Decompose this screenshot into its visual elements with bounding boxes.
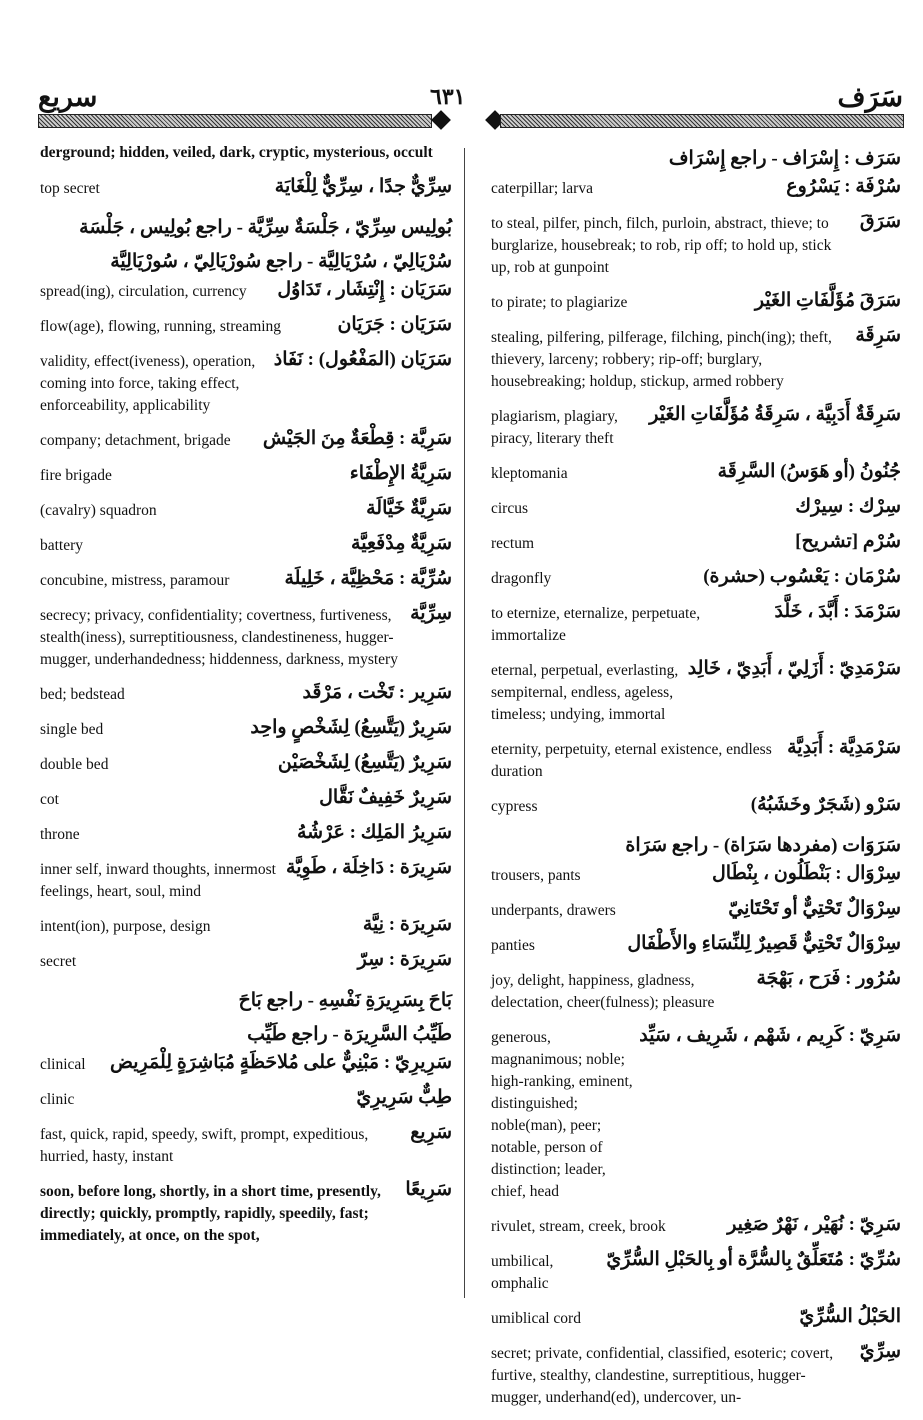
entry-translation: kleptomania xyxy=(491,465,568,482)
entry-translation: bed; bedstead xyxy=(40,685,125,703)
dictionary-entry xyxy=(40,314,452,338)
entry-headword: الحَبْلُ السُّرِّيّ xyxy=(799,1306,901,1327)
dictionary-entry xyxy=(491,404,901,450)
entry-headword: سِرْوَالٌ تَحْتِيٌّ قَصِيرٌ لِلنِّسَاءِ والأَطْفَال xyxy=(627,933,901,954)
entry-headword: سَرِقَة xyxy=(855,325,901,346)
entry-headword: سِرِّيَّة xyxy=(410,602,452,624)
dictionary-entry xyxy=(491,566,901,590)
entry-headword: سَرْمَدَ : أَبَّدَ ، خَلَّدَ xyxy=(774,601,901,622)
entry-translation: panties xyxy=(491,937,535,954)
dictionary-entry xyxy=(491,531,901,555)
entry-translation: stealing, pilfering, pilferage, filching, pinch(ing); theft, thievery, larceny; robbery; rip-off; burglary, housebreaking; holdup, stickup, armed robbery xyxy=(491,329,832,390)
entry-translation: double bed xyxy=(40,755,109,773)
entry-headword: سَرِيّ : نُهَيْر ، نَهْرٌ صَغِير xyxy=(727,1214,901,1235)
entry-translation: cot xyxy=(40,790,59,808)
entry-headword: سَرِيرِيّ : مَبْنِيٌّ على مُلاحَظَةٍ مُبَاشِرَةٍ لِلْمَرِيض xyxy=(109,1051,452,1073)
dictionary-entry xyxy=(40,949,452,973)
entry-translation: validity, effect(iveness), operation, coming into force, taking effect, enforceability, applicability xyxy=(40,352,256,414)
dictionary-entry xyxy=(491,496,901,520)
column-divider xyxy=(464,148,465,1298)
entry-translation: clinic xyxy=(40,1090,75,1108)
entry-headword: سَرِيّ : كَرِيم ، شَهْم ، شَرِيف ، سَيِّد xyxy=(639,1025,901,1046)
page-number: ٦٣١ xyxy=(430,84,466,109)
entry-translation: secret xyxy=(40,952,77,970)
entry-headword: سَرِيع xyxy=(410,1121,452,1143)
entry-headword: سَرِيرُ المَلِك : عَرْشُهُ xyxy=(296,821,452,843)
entry-headword: سَرَقَ مُؤَلَّفَاتِ الغَيْر xyxy=(754,290,901,311)
entry-headword: سَرِيَّةٌ خَيَّالَة xyxy=(366,497,452,519)
entry-translation: generous, magnanimous; noble; high-ranking, eminent, distinguished; noble(man), peer; notable, person of distinction; leader, chief, head xyxy=(491,1029,633,1200)
entry-translation: eternity, perpetuity, eternal existence, endless duration xyxy=(491,741,772,780)
cross-reference-entry: بُولِيس سِرِّيّ ، جَلْسَةٌ سِرِّيَّة - راجع بُولِيس ، جَلْسَة xyxy=(79,216,452,238)
entry-translation: umiblical cord xyxy=(491,1310,581,1327)
dictionary-entry xyxy=(491,794,901,818)
page-header xyxy=(0,82,923,132)
entry-headword: سِرْوَالٌ تَحْتِيٌّ أو تَحْتَانِيّ xyxy=(728,898,901,919)
entry-headword: سُرُور : فَرَح ، بَهْجَة xyxy=(756,968,901,989)
entry-headword: سِرْك : سِيرْك xyxy=(795,496,901,517)
entry-translation: rivulet, stream, creek, brook xyxy=(491,1218,666,1235)
entry-translation: throne xyxy=(40,825,80,843)
entry-translation: circus xyxy=(491,500,529,517)
entry-translation: to pirate; to plagiarize xyxy=(491,294,628,311)
dictionary-entry xyxy=(491,968,901,1014)
cross-reference-entry: سَرَف : إِسْرَاف - راجع إِسْرَاف xyxy=(668,148,901,169)
entry-headword: سَرَيَان : إِنْتِشَار ، تَدَاوُل xyxy=(277,278,452,300)
dictionary-entry xyxy=(40,857,452,903)
entry-headword: سَرِيَّةُ الإِطْفَاء xyxy=(349,462,452,484)
entry-translation: dragonfly xyxy=(491,570,552,587)
dictionary-entry xyxy=(491,737,901,783)
entry-headword: سَرَيَان : جَرَيَان xyxy=(337,313,452,335)
dictionary-entry xyxy=(491,325,901,393)
entry-translation: inner self, inward thoughts, innermost feelings, heart, soul, mind xyxy=(40,860,276,900)
entry-headword: سُرِّيَّة : مَحْظِيَّة ، خَلِيلَة xyxy=(284,567,452,589)
dictionary-entry xyxy=(40,176,452,200)
entry-translation: secret; private, confidential, classified, esoteric; covert, furtive, stealthy, clandestine, surreptitious, hugger-mugger, underhand(ed), undercover, un- xyxy=(491,1345,834,1406)
entry-translation: soon, before long, shortly, in a short time, presently, directly; quickly, promptly, rapidly, speedily, fast; immediately, at once, on the spot, xyxy=(40,1182,381,1244)
entry-translation: company; detachment, brigade xyxy=(40,431,231,449)
entry-translation: top secret xyxy=(40,179,100,197)
entry-translation: fire brigade xyxy=(40,466,112,484)
dictionary-entry xyxy=(40,787,452,811)
entry-translation: umbilical, omphalic xyxy=(491,1253,554,1292)
entry-headword: سَرِيَّة : قِطْعَةٌ مِنَ الجَيْش xyxy=(262,427,452,449)
dictionary-entry xyxy=(40,603,452,671)
dictionary-entry xyxy=(491,863,901,887)
entry-headword: سَرِيَّةٌ مِدْفَعِيَّة xyxy=(351,532,452,554)
dictionary-entry xyxy=(40,1087,452,1111)
entry-headword: سَرِيرٌ (يَتَّسِعُ) لِشَخْصَيْن xyxy=(277,751,452,773)
dictionary-entry xyxy=(40,1179,452,1247)
dictionary-entry xyxy=(40,349,452,417)
cross-reference-entry: طَيِّبُ السَّرِيرَة - راجع طَيِّب xyxy=(247,1023,452,1045)
entry-headword: سِرِّيّ xyxy=(859,1341,901,1362)
entry-translation: intent(ion), purpose, design xyxy=(40,917,211,935)
entry-translation: concubine, mistress, paramour xyxy=(40,571,230,589)
entry-translation: single bed xyxy=(40,720,104,738)
entry-translation: flow(age), flowing, running, streaming xyxy=(40,317,282,335)
right-guide-word: سَرَف xyxy=(837,82,903,112)
dictionary-entry xyxy=(491,1214,901,1238)
dictionary-entry xyxy=(40,428,452,452)
dictionary-entry xyxy=(491,461,901,485)
dictionary-entry xyxy=(40,463,452,487)
entry-translation: cypress xyxy=(491,798,538,815)
entry-headword: سُرْمَان : يَعْسُوب (حشرة) xyxy=(703,566,901,587)
dictionary-entry xyxy=(491,1341,901,1409)
dictionary-entry xyxy=(491,1306,901,1330)
dictionary-entry xyxy=(491,211,901,279)
entry-translation: fast, quick, rapid, speedy, swift, prompt, expeditious, hurried, hasty, instant xyxy=(40,1125,369,1165)
dictionary-entry xyxy=(491,601,901,647)
dictionary-entry xyxy=(40,533,452,557)
dictionary-entry xyxy=(491,1025,901,1203)
entry-translation: trousers, pants xyxy=(491,867,581,884)
entry-headword: سَرِقَةٌ أَدَبِيَّة ، سَرِقَةُ مُؤَلَّفَاتِ الغَيْر xyxy=(649,404,901,425)
entry-headword: سَرِيرَة : سِرّ xyxy=(357,948,452,970)
dictionary-entry xyxy=(40,279,452,303)
cross-reference-entry: سَرَوَات (مفردها سَرَاة) - راجع سَرَاة xyxy=(625,835,901,856)
dictionary-entry xyxy=(40,568,452,592)
dictionary-entry xyxy=(491,658,901,726)
dictionary-entry xyxy=(491,933,901,957)
dictionary-entry xyxy=(40,1122,452,1168)
entry-headword: سُرْفَة : يَسْرُوع xyxy=(786,176,901,197)
entry-headword: سَرِيعًا xyxy=(405,1178,452,1200)
entry-headword: سَرِيرٌ (يَتَّسِعُ) لِشَخْصٍ واحِد xyxy=(250,716,452,738)
dictionary-entry xyxy=(40,1052,452,1076)
entry-headword: سَرْمَدِيَّة : أَبَدِيَّة xyxy=(787,737,901,758)
entry-headword: سَرِيرَة : نِيَّة xyxy=(362,913,452,935)
entry-translation: caterpillar; larva xyxy=(491,180,593,197)
dictionary-entry xyxy=(491,898,901,922)
entry-translation: plagiarism, plagiary, piracy, literary theft xyxy=(491,408,618,447)
dictionary-entry xyxy=(491,290,901,314)
entry-translation: spread(ing), circulation, currency xyxy=(40,282,247,300)
entry-headword: سِرِّيٌّ جدًا ، سِرِّيٌّ لِلْغَايَة xyxy=(274,175,452,197)
diamond-ornament-icon xyxy=(431,110,451,130)
dictionary-entry xyxy=(491,176,901,200)
decorative-band-left xyxy=(38,114,432,128)
entry-translation: to steal, pilfer, pinch, filch, purloin, abstract, thieve; to burglarize, housebreak; to rob, rip off; to hold up, stick up, rob at gunpoint xyxy=(491,215,832,276)
entry-headword: طِبٌّ سَرِيرِيّ xyxy=(356,1086,452,1108)
entry-translation: joy, delight, happiness, gladness, delectation, cheer(fulness); pleasure xyxy=(491,972,715,1011)
entry-headword: سَرْو (شَجَرٌ وخَشَبُهُ) xyxy=(750,794,901,815)
entry-translation: secrecy; privacy, confidentiality; covertness, furtiveness, stealth(iness), surreptitiousness, clandestineness, hugger-mugger, underhandedness; hiddenness, darkness, mystery xyxy=(40,606,398,668)
entry-headword: سَرْمَدِيّ : أَزَلِيّ ، أَبَدِيّ ، خَالِد xyxy=(687,658,901,679)
entry-translation: underpants, drawers xyxy=(491,902,616,919)
entry-headword: سُرْم [تشريح] xyxy=(795,531,901,552)
entry-headword: سُرِّيّ : مُتَعَلِّقٌ بِالسُّرَّة أو بِالحَبْلِ السُّرِّيّ xyxy=(606,1249,901,1270)
dictionary-entry xyxy=(491,1249,901,1295)
cross-reference-entry: سُرْيَالِيّ ، سُرْيَالِيَّة - راجع سُورْيَالِيّ ، سُورْيَالِيَّة xyxy=(110,250,452,272)
right-column xyxy=(491,142,901,1420)
dictionary-entry xyxy=(40,914,452,938)
entry-headword: سَرَقَ xyxy=(859,211,901,232)
entry-translation: (cavalry) squadron xyxy=(40,501,157,519)
entry-continuation: derground; hidden, veiled, dark, cryptic, mysterious, occult xyxy=(40,144,433,161)
entry-headword: سَرِيرَة : دَاخِلَة ، طَوِيَّة xyxy=(286,856,452,878)
left-column xyxy=(40,142,452,1258)
dictionary-entry xyxy=(40,822,452,846)
dictionary-entry xyxy=(40,498,452,522)
cross-reference-entry: بَاحَ بِسَرِيرَةِ نَفْسِهِ - راجع بَاحَ xyxy=(238,989,452,1011)
entry-translation: eternal, perpetual, everlasting, sempiternal, endless, ageless, timeless; undying, immortal xyxy=(491,662,679,723)
dictionary-entry xyxy=(40,682,452,706)
entry-headword: سَرِير : تَخْت ، مَرْقَد xyxy=(302,681,452,703)
dictionary-entry xyxy=(40,717,452,741)
decorative-band-right xyxy=(500,114,904,128)
entry-headword: جُنُونُ (أو هَوَسُ) السَّرِقَة xyxy=(717,461,901,482)
entry-translation: rectum xyxy=(491,535,535,552)
entry-headword: سَرَيَان (المَفْعُول) : نَفَاذ xyxy=(273,348,452,370)
entry-translation: to eternize, eternalize, perpetuate, immortalize xyxy=(491,605,701,644)
entry-translation: clinical xyxy=(40,1055,86,1073)
entry-translation: battery xyxy=(40,536,84,554)
left-guide-word: سريع xyxy=(38,82,98,112)
dictionary-entry xyxy=(40,752,452,776)
entry-headword: سَرِيرٌ خَفِيفٌ نَقَّال xyxy=(319,786,452,808)
entry-headword: سِرْوَال : بَنْطَلُون ، بِنْطَال xyxy=(712,863,901,884)
